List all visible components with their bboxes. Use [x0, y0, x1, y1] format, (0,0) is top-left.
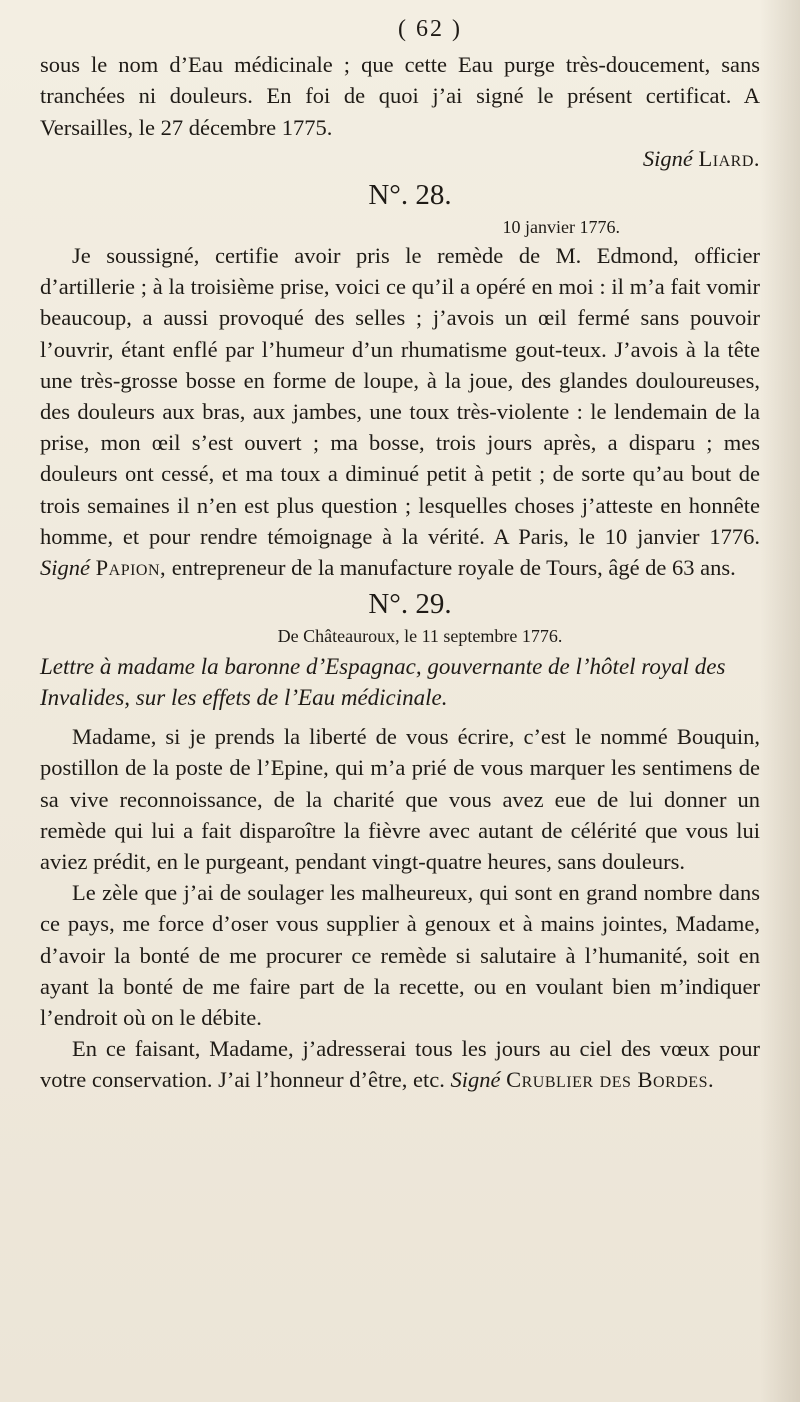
entry-29-dateline: De Châteauroux, le 11 septembre 1776. — [277, 626, 563, 647]
page-content — [40, 14, 760, 1096]
signature-line-liard — [40, 143, 760, 174]
entry-28-signe-label: Signé — [40, 555, 90, 581]
signature-liard — [643, 143, 760, 174]
entry-28-date: 10 janvier 1776. — [502, 217, 620, 238]
entry-29-title: Lettre à madame la baronne d’Espagnac, gouvernante de l’hôtel royal des Invalides, sur les effets de l’Eau médicinale. — [40, 654, 726, 711]
entry-29-signe-label: Signé — [450, 1067, 501, 1093]
entry-29-paragraph-3 — [40, 1033, 760, 1095]
paragraph-continuation — [40, 49, 760, 143]
page-number: ( 62 ) — [398, 16, 462, 42]
entry-29-paragraph-1: Madame, si je prends la liberté de vous écrire, c’est le nommé Bouquin, postillon de la poste de l’Epine, qui m’a prié de vous marquer les sentimens de sa vive reconnoissance, de la charité que vous avez eue de lui donner un remède qui lui a fait disparoître la fièvre avec autant de célérité que vous lui aviez prédit, en le purgeant, pendant vingt-quatre heures, sans douleurs. — [40, 724, 760, 875]
date-location — [40, 143, 643, 174]
entry-28-text: Je soussigné, certifie avoir pris le remède de M. Edmond, officier d’artillerie ; à la troisième prise, voici ce qu’il a opéré en moi : il m’a fait vomir beaucoup, a aussi provoqué des selles ; j’avois un œil fermé sans pouvoir l’ouvrir, étant enflé par l’humeur d’un rhumatisme gout-teux. J’avois à la tête une très-grosse bosse en forme de loupe, à la joue, des glandes douloureuses, des douleurs aux bras, aux jambes, une toux très-violente : le lendemain de la prise, mon œil s’est ouvert ; ma bosse, trois jours après, a disparu ; mes douleurs ont cessé, et ma toux a diminué petit à petit ; de sorte qu’au bout de trois semaines il n’en est plus question ; lesquelles choses j’atteste en honnête homme, et pour rendre témoignage à la vérité. A Paris, le 10 janvier 1776. — [40, 243, 760, 549]
entry-number-29: N°. 29. — [368, 588, 452, 621]
entry-number-28: N°. 28. — [368, 179, 452, 212]
continuation-text: sous le nom d’Eau médicinale ; que cette Eau purge très-doucement, sans tranchées ni douleurs. En foi de quoi j’ai signé le présent certificat. A Versailles, le 27 décembre 1775. — [40, 52, 760, 140]
entry-28-signer: Papion, — [95, 555, 167, 581]
entry-29-signer: Crublier des Bordes. — [506, 1067, 715, 1093]
entry-28-paragraph — [40, 240, 760, 583]
signe-label: Signé — [642, 145, 693, 171]
entry-28-signer-details: entrepreneur de la manufacture royale de Tours, âgé de 63 ans. — [166, 555, 736, 581]
signer-name: Liard. — [698, 145, 760, 171]
entry-29-paragraph-3-text: En ce faisant, Madame, j’adresserai tous les jours au ciel des vœux pour votre conservation. J’ai l’honneur d’être, etc. — [40, 1036, 760, 1093]
entry-29-paragraph-2: Le zèle que j’ai de soulager les malheureux, qui sont en grand nombre dans ce pays, me force d’oser vous supplier à genoux et à mains jointes, Madame, d’avoir la bonté de me procurer ce remède si salutaire à l’humanité, soit en ayant la bonté de me faire part de la recette, ou en voulant bien m’indiquer l’endroit où on le débite. — [40, 880, 760, 1031]
page-edge-shadow — [760, 0, 800, 1402]
